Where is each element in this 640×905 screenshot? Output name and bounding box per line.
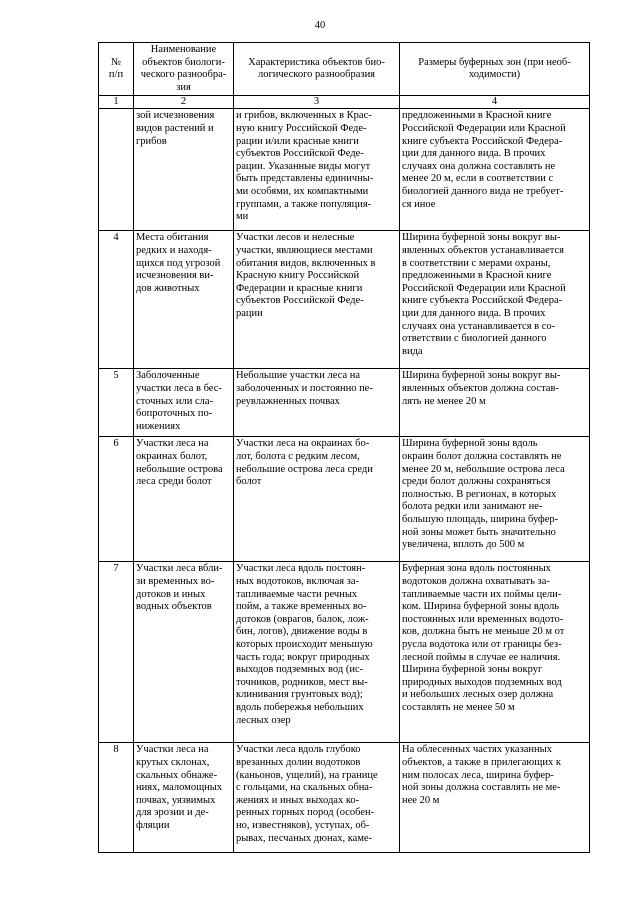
text-line: болота редки или занимают не- — [402, 501, 543, 513]
characteristic-cell — [234, 109, 400, 231]
row-number: 7 — [99, 562, 134, 743]
text-line: группами, а также популяция- — [236, 198, 372, 210]
text-line: Небольшие участки леса на — [236, 370, 361, 382]
text-line: тапливаемые части речных — [236, 588, 358, 600]
text-line: ним полосах леса, ширина буфер- — [402, 769, 554, 781]
text-line: ми особями, их компактными — [236, 185, 369, 197]
text-line: пойм, а также временных во- — [236, 601, 367, 613]
row-number: 4 — [99, 231, 134, 369]
object-name-cell — [134, 231, 234, 369]
row-number: 6 — [99, 437, 134, 562]
table-row — [99, 437, 590, 562]
text-line: водных объектов — [136, 601, 212, 613]
row-number: 5 — [99, 369, 134, 437]
table-header-row — [99, 43, 590, 96]
text-line: сточных или сла- — [136, 395, 214, 407]
text-line: рации и/или красные книги — [236, 135, 359, 147]
text-line: врезанных долин водотоков — [236, 756, 361, 768]
characteristic-cell — [234, 231, 400, 369]
text-line: вида — [402, 345, 423, 357]
text-line: ми — [236, 211, 249, 223]
text-line: бопроточных по- — [136, 408, 213, 420]
text-line: Буферная зона вдоль постоянных — [402, 563, 551, 575]
text-line: лесных озер — [236, 714, 291, 726]
text-line: для эрозии и де- — [136, 807, 209, 819]
text-line: крутых склонах, — [136, 756, 210, 768]
header-line: Характеристика объектов био- — [248, 56, 385, 68]
header-line: Наименование — [150, 44, 217, 55]
column-index: 3 — [234, 96, 400, 109]
table-body — [99, 109, 590, 853]
text-line: ков, должна быть не меньше 20 м от — [402, 626, 565, 638]
header-line: Размеры буферных зон (при необ- — [418, 56, 571, 68]
column-index: 4 — [400, 96, 590, 109]
table-row — [99, 369, 590, 437]
text-line: ную книгу Российской Феде- — [236, 122, 367, 134]
buffer-size-cell — [400, 437, 590, 562]
text-line: быть представлены единичны- — [236, 173, 374, 185]
text-line: грибов — [136, 135, 167, 147]
table-row — [99, 109, 590, 231]
text-line: Участки леса вдоль постоян- — [236, 563, 366, 575]
text-line: рывах, песчаных дюнах, каме- — [236, 832, 373, 844]
text-line: в соответствии с мерами охраны, — [402, 257, 551, 269]
page-number: 40 — [314, 20, 326, 31]
text-line: субъектов Российской Феде- — [236, 148, 364, 160]
text-line: но, известняков), уступах, об- — [236, 819, 370, 831]
text-line: явленных объектов устанавливается — [402, 244, 564, 256]
text-line: среди болот должны сохраняться — [402, 476, 551, 488]
object-name-cell — [134, 369, 234, 437]
text-line: зой исчезновения — [136, 110, 215, 122]
table-row — [99, 562, 590, 743]
buffer-size-cell — [400, 743, 590, 853]
text-line: постоянных или временных водото- — [402, 613, 564, 625]
text-line: Ширина буферной зоны вокруг вы- — [402, 370, 561, 382]
text-line: ции для данного вида. В прочих — [402, 307, 546, 319]
text-line: книге субъекта Российской Федера- — [402, 295, 563, 307]
characteristic-cell — [234, 369, 400, 437]
text-line: нижениях — [136, 420, 181, 432]
text-line: дотоков (оврагов, балок, лож- — [236, 613, 369, 625]
text-line: и грибов, включенных в Крас- — [236, 110, 372, 122]
text-line: ответствии с биологией данного — [402, 333, 547, 345]
text-line: Российской Федерации или Красной — [402, 282, 566, 294]
text-line: рации. Указанные виды могут — [236, 160, 371, 172]
text-line: (каньонов, ущелий), на границе — [236, 769, 378, 781]
text-line: щихся под угрозой — [136, 257, 221, 269]
text-line: обитания видов, включенных в — [236, 257, 376, 269]
text-line: Участки леса на — [136, 438, 209, 450]
header-line: ческого разнообра- — [140, 69, 227, 81]
text-line: На облесенных частях указанных — [402, 744, 552, 756]
text-line: небольшие острова леса среди — [236, 463, 373, 475]
text-line: бин, логов), движение воды в — [236, 626, 368, 638]
text-line: ции для данного вида. В прочих — [402, 148, 546, 160]
text-line: лесной поймы в случае ее наличия. — [402, 651, 561, 663]
text-line: почвах, уязвимых — [136, 794, 216, 806]
text-line: Ширина буферной зоны вокруг вы- — [402, 232, 561, 244]
row-number: 8 — [99, 743, 134, 853]
text-line: клинивания грунтовых вод); — [236, 689, 363, 701]
header-line: зия — [176, 81, 191, 93]
characteristic-cell — [234, 437, 400, 562]
text-line: скальных обнаже- — [136, 769, 218, 781]
text-line: ся иное — [402, 198, 436, 210]
text-line: предложенными в Красной книге — [402, 270, 552, 282]
text-line: лять не менее 20 м — [402, 395, 486, 407]
text-line: заболоченных и постоянно пе- — [236, 382, 373, 394]
text-line: окраинах болот, — [136, 450, 208, 462]
header-line: № — [110, 56, 122, 68]
text-line: Заболоченные — [136, 370, 200, 382]
text-line: Ширина буферной зоны вдоль — [402, 438, 538, 450]
header-line: п/п — [108, 69, 124, 81]
text-line: рации — [236, 307, 263, 319]
column-index: 1 — [99, 96, 134, 109]
text-line: менее 20 м, небольшие острова леса — [402, 463, 565, 475]
buffer-zone-table — [98, 42, 590, 853]
text-line: книге субъекта Российской Федера- — [402, 135, 563, 147]
text-line: увеличена, вплоть до 500 м — [402, 539, 525, 551]
text-line: нее 20 м — [402, 794, 440, 806]
text-line: русла водотока или от границы без- — [402, 638, 562, 650]
table-row — [99, 231, 590, 369]
header-characteristic — [234, 43, 400, 96]
text-line: ных водотоков, включая за- — [236, 575, 360, 587]
text-line: Ширина буферной зоны вокруг — [402, 664, 543, 676]
text-line: вдоль побережья небольших — [236, 701, 364, 713]
text-line: фляции — [136, 819, 170, 831]
text-line: точников, родников, мест вы- — [236, 676, 368, 688]
text-line: ной зоны может быть значительно — [402, 526, 556, 538]
text-line: водотоков должна охватывать за- — [402, 575, 550, 587]
text-line: часть года; вокруг природных — [236, 651, 370, 663]
table-row — [99, 743, 590, 853]
text-line: видов растений и — [136, 122, 214, 134]
header-object-name — [134, 43, 234, 96]
row-number — [99, 109, 134, 231]
buffer-size-cell — [400, 231, 590, 369]
text-line: случаях она должна составлять не — [402, 160, 556, 172]
text-line: субъектов Российской Феде- — [236, 295, 364, 307]
text-line: Участки леса на — [136, 744, 209, 756]
text-line: ренных горных пород (особен- — [236, 807, 375, 819]
text-line: небольшие острова — [136, 463, 223, 475]
text-line: и небольших лесных озер должна — [402, 689, 554, 701]
characteristic-cell — [234, 743, 400, 853]
column-index-row — [99, 96, 590, 109]
text-line: Федерации и красные книги — [236, 282, 363, 294]
buffer-size-cell — [400, 369, 590, 437]
text-line: реувлажненных почвах — [236, 395, 340, 407]
object-name-cell — [134, 109, 234, 231]
text-line: предложенными в Красной книге — [402, 110, 552, 122]
text-line: болот — [236, 476, 262, 488]
header-buffer-size — [400, 43, 590, 96]
text-line: ниях, маломощных — [136, 782, 223, 794]
buffer-size-cell — [400, 109, 590, 231]
column-index: 2 — [134, 96, 234, 109]
text-line: природных выходов подземных вод — [402, 676, 562, 688]
characteristic-cell — [234, 562, 400, 743]
text-line: исчезновения ви- — [136, 270, 214, 282]
text-line: жениях и иных выходах ко- — [236, 794, 360, 806]
buffer-size-cell — [400, 562, 590, 743]
object-name-cell — [134, 743, 234, 853]
text-line: полностью. В регионах, в которых — [402, 488, 557, 500]
text-line: с гольцами, на скальных обна- — [236, 782, 373, 794]
text-line: Красную книгу Российской — [236, 270, 360, 282]
text-line: составлять не менее 50 м — [402, 701, 515, 713]
text-line: дов животных — [136, 282, 200, 294]
header-number — [99, 43, 134, 96]
header-line: логического разнообразия — [257, 69, 376, 81]
text-line: ком. Ширина буферной зоны вдоль — [402, 601, 560, 613]
text-line: явленных объектов должна состав- — [402, 382, 559, 394]
header-line: объектов биологи- — [142, 56, 225, 68]
text-line: Участки лесов и нелесные — [236, 232, 355, 244]
text-line: Участки леса вбли- — [136, 563, 223, 575]
text-line: редких и находя- — [136, 244, 212, 256]
text-line: тапливаемые части их поймы цели- — [402, 588, 562, 600]
text-line: объектов, а также в прилегающих к — [402, 756, 561, 768]
text-line: Участки леса на окраинах бо- — [236, 438, 370, 450]
text-line: зи временных во- — [136, 575, 215, 587]
text-line: выходов подземных вод (ис- — [236, 664, 364, 676]
text-line: Российской Федерации или Красной — [402, 122, 566, 134]
text-line: окраин болот должна составлять не — [402, 450, 562, 462]
object-name-cell — [134, 437, 234, 562]
text-line: случаях она устанавливается в со- — [402, 320, 556, 332]
header-line: ходимости) — [468, 69, 521, 81]
text-line: дотоков и иных — [136, 588, 206, 600]
text-line: леса среди болот — [136, 476, 212, 488]
text-line: участки, являющиеся местами — [236, 244, 373, 256]
text-line: лот, болота с редким лесом, — [236, 450, 360, 462]
text-line: Участки леса вдоль глубоко — [236, 744, 361, 756]
text-line: Места обитания — [136, 232, 209, 244]
text-line: которых происходит меньшую — [236, 638, 373, 650]
text-line: большую площадь, ширина буфер- — [402, 513, 559, 525]
text-line: менее 20 м, если в соответствии с — [402, 173, 554, 185]
object-name-cell — [134, 562, 234, 743]
text-line: ной зоны должна составлять не ме- — [402, 782, 561, 794]
text-line: участки леса в бес- — [136, 382, 222, 394]
text-line: биологией данного вида не требует- — [402, 185, 564, 197]
